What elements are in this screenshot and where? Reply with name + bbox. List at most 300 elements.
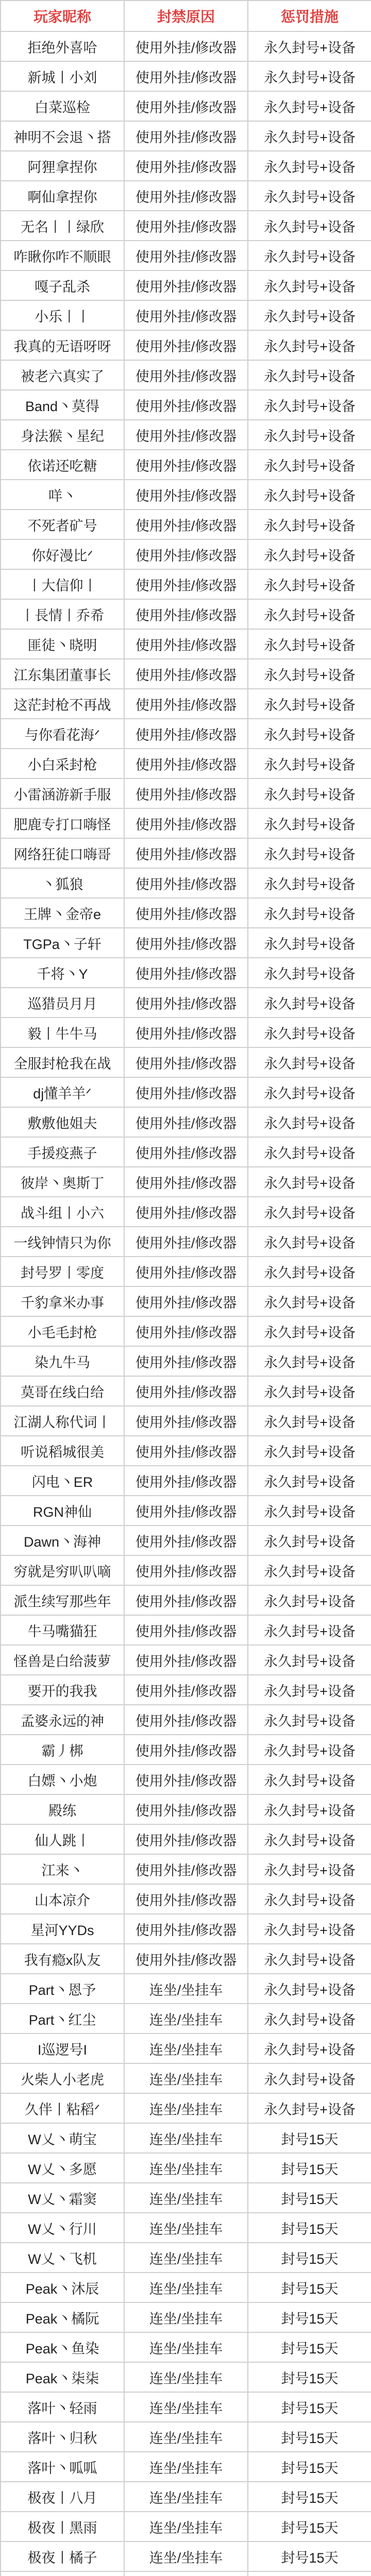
ban-reason-cell: 连坐/坐挂车 (124, 2153, 248, 2183)
penalty-cell: 永久封号+设备 (248, 958, 371, 988)
penalty-cell: 永久封号+设备 (248, 1077, 371, 1107)
ban-reason-cell: 使用外挂/修改器 (124, 1436, 248, 1466)
ban-reason-cell: 使用外挂/修改器 (124, 1137, 248, 1167)
ban-reason-cell: 连坐/坐挂车 (124, 2482, 248, 2512)
ban-reason-cell: 使用外挂/修改器 (124, 390, 248, 420)
penalty-cell: 永久封号+设备 (248, 1615, 371, 1645)
player-name-cell: Dawn丶海神 (1, 1526, 124, 1555)
ban-reason-cell: 连坐/坐挂车 (124, 2063, 248, 2093)
table-row (1, 1496, 371, 1526)
player-name-cell: 依诺还吃糖 (1, 450, 124, 480)
penalty-cell: 永久封号+设备 (248, 1794, 371, 1824)
player-name-cell: 丨大信仰丨 (1, 569, 124, 599)
player-name-cell: 山本凉介 (1, 1884, 124, 1914)
ban-reason-cell: 使用外挂/修改器 (124, 1197, 248, 1227)
ban-reason-cell: 使用外挂/修改器 (124, 450, 248, 480)
penalty-cell: 永久封号+设备 (248, 689, 371, 719)
player-name-cell: 极夜丨八月 (1, 2482, 124, 2512)
penalty-cell: 永久封号+设备 (248, 360, 371, 390)
table-row (1, 1167, 371, 1197)
table-row (1, 1585, 371, 1615)
penalty-cell: 封号15天 (248, 2153, 371, 2183)
player-name-cell: Peak丶鱼染 (1, 2332, 124, 2362)
ban-reason-cell: 使用外挂/修改器 (124, 1466, 248, 1496)
ban-reason-cell: 使用外挂/修改器 (124, 1257, 248, 1286)
penalty-cell: 永久封号+设备 (248, 390, 371, 420)
player-name-cell: 落叶丶呱呱 (1, 2452, 124, 2482)
player-name-cell: 与你看花海ᐟ (1, 719, 124, 749)
penalty-cell: 永久封号+设备 (248, 1645, 371, 1675)
player-name-cell: 手援疫燕子 (1, 1137, 124, 1167)
table-row (1, 808, 371, 838)
player-name-cell: 战斗组丨小六 (1, 1197, 124, 1227)
player-name-cell: 极夜丨黑雨 (1, 2512, 124, 2541)
penalty-cell: 永久封号+设备 (248, 1884, 371, 1914)
ban-reason-cell: 使用外挂/修改器 (124, 719, 248, 749)
ban-reason-cell: 连坐/坐挂车 (124, 2004, 248, 2033)
table-row (1, 599, 371, 629)
table-row (1, 1824, 371, 1854)
ban-reason-cell: 使用外挂/修改器 (124, 778, 248, 808)
penalty-cell: 永久封号+设备 (248, 91, 371, 121)
ban-reason-cell: 连坐/坐挂车 (124, 2273, 248, 2302)
ban-reason-cell: 使用外挂/修改器 (124, 480, 248, 510)
penalty-cell: 永久封号+设备 (248, 539, 371, 569)
penalty-cell: 永久封号+设备 (248, 1526, 371, 1555)
ban-reason-cell: 使用外挂/修改器 (124, 1227, 248, 1257)
ban-reason-cell: 使用外挂/修改器 (124, 1944, 248, 1974)
ban-reason-cell: 使用外挂/修改器 (124, 420, 248, 450)
table-row (1, 2063, 371, 2093)
table-row (1, 300, 371, 330)
table-row (1, 778, 371, 808)
penalty-cell: 永久封号+设备 (248, 1824, 371, 1854)
player-name-cell: 啊仙拿捏你 (1, 181, 124, 211)
table-row (1, 1645, 371, 1675)
player-name-cell: 你好漫比ᐟ (1, 539, 124, 569)
ban-reason-cell: 使用外挂/修改器 (124, 1107, 248, 1137)
penalty-cell: 永久封号+设备 (248, 1765, 371, 1794)
ban-reason-cell: 连坐/坐挂车 (124, 2362, 248, 2392)
table-row (1, 2452, 371, 2482)
ban-reason-cell: 使用外挂/修改器 (124, 1018, 248, 1047)
player-name-cell: 神明不会退丶搭 (1, 121, 124, 151)
ban-reason-cell: 连坐/坐挂车 (124, 2093, 248, 2123)
player-name-cell: 无名丨丨绿欣 (1, 211, 124, 241)
table-row (1, 719, 371, 749)
penalty-cell: 永久封号+设备 (248, 1167, 371, 1197)
table-row (1, 151, 371, 181)
ban-reason-cell: 连坐/坐挂车 (124, 2332, 248, 2362)
ban-reason-cell: 使用外挂/修改器 (124, 898, 248, 928)
penalty-cell: 永久封号+设备 (248, 241, 371, 270)
player-name-cell: TGPa丶子轩 (1, 928, 124, 958)
penalty-cell: 永久封号+设备 (248, 31, 371, 61)
player-name-cell: 丨長情丨乔希 (1, 599, 124, 629)
player-name-cell: 久伴丨粘稻ᐟ (1, 2093, 124, 2123)
penalty-cell: 封号15天 (248, 2512, 371, 2541)
ban-reason-cell: 使用外挂/修改器 (124, 1675, 248, 1705)
player-name-cell: 星河YYDs (1, 1914, 124, 1944)
ban-reason-cell: 使用外挂/修改器 (124, 241, 248, 270)
penalty-cell: 永久封号+设备 (248, 599, 371, 629)
player-name-cell: RGN神仙 (1, 1496, 124, 1526)
player-name-cell: 嘎子乱杀 (1, 270, 124, 300)
penalty-cell: 封号15天 (248, 2392, 371, 2422)
table-row (1, 1047, 371, 1077)
table-row (1, 749, 371, 778)
ban-reason-cell: 使用外挂/修改器 (124, 1854, 248, 1884)
player-name-cell: 不死者矿号 (1, 510, 124, 539)
player-name-cell: 霸丿梆 (1, 1735, 124, 1765)
penalty-cell: 永久封号+设备 (248, 1107, 371, 1137)
player-name-cell: 白嫖丶小炮 (1, 1765, 124, 1794)
penalty-cell: 永久封号+设备 (248, 1675, 371, 1705)
penalty-cell: 永久封号+设备 (248, 1914, 371, 1944)
table-row (1, 1615, 371, 1645)
player-name-cell: 殿练 (1, 1794, 124, 1824)
penalty-cell: 永久封号+设备 (248, 61, 371, 91)
player-name-cell: 火柴人小老虎 (1, 2063, 124, 2093)
ban-reason-cell: 使用外挂/修改器 (124, 808, 248, 838)
penalty-cell: 封号15天 (248, 2362, 371, 2392)
ban-reason-cell: 连坐/坐挂车 (124, 2422, 248, 2452)
table-row (1, 2243, 371, 2273)
player-name-cell: 我有瘾x队友 (1, 1944, 124, 1974)
table-row (1, 390, 371, 420)
ban-reason-cell: 使用外挂/修改器 (124, 1376, 248, 1406)
player-name-cell: dj懂羊羊ᐟ (1, 1077, 124, 1107)
penalty-cell: 永久封号+设备 (248, 1406, 371, 1436)
table-row (1, 1555, 371, 1585)
ban-reason-cell: 使用外挂/修改器 (124, 211, 248, 241)
ban-reason-cell: 使用外挂/修改器 (124, 629, 248, 659)
penalty-cell: 永久封号+设备 (248, 898, 371, 928)
table-row (1, 181, 371, 211)
ban-reason-cell: 连坐/坐挂车 (124, 2392, 248, 2422)
table-row (1, 1854, 371, 1884)
ban-reason-cell: 使用外挂/修改器 (124, 1286, 248, 1316)
penalty-cell: 永久封号+设备 (248, 1137, 371, 1167)
table-row (1, 360, 371, 390)
ban-reason-cell: 使用外挂/修改器 (124, 330, 248, 360)
table-row (1, 1526, 371, 1555)
ban-reason-cell: 使用外挂/修改器 (124, 121, 248, 151)
table-row (1, 2033, 371, 2063)
penalty-cell: 永久封号+设备 (248, 1257, 371, 1286)
ban-reason-cell: 连坐/坐挂车 (124, 2512, 248, 2541)
player-name-cell: 小乐丨丨 (1, 300, 124, 330)
penalty-cell: 封号15天 (248, 2243, 371, 2273)
player-name-cell: 拒绝外喜哈 (1, 31, 124, 61)
penalty-cell: 永久封号+设备 (248, 2093, 371, 2123)
penalty-cell: 永久封号+设备 (248, 838, 371, 868)
ban-reason-cell: 连坐/坐挂车 (124, 2452, 248, 2482)
penalty-cell: 永久封号+设备 (248, 121, 371, 151)
ban-reason-cell: 使用外挂/修改器 (124, 659, 248, 689)
table-row (1, 1077, 371, 1107)
ban-reason-cell: 使用外挂/修改器 (124, 539, 248, 569)
player-name-cell: I巡逻号I (1, 2033, 124, 2063)
ban-reason-cell: 使用外挂/修改器 (124, 958, 248, 988)
ban-reason-cell: 使用外挂/修改器 (124, 1914, 248, 1944)
penalty-cell: 永久封号+设备 (248, 510, 371, 539)
ban-reason-cell: 使用外挂/修改器 (124, 360, 248, 390)
ban-reason-cell: 使用外挂/修改器 (124, 1526, 248, 1555)
table-row (1, 1107, 371, 1137)
penalty-cell: 永久封号+设备 (248, 480, 371, 510)
ban-reason-cell: 连坐/坐挂车 (124, 2302, 248, 2332)
table-row (1, 1436, 371, 1466)
table-row (1, 2093, 371, 2123)
table-row (1, 2273, 371, 2302)
table-row (1, 1944, 371, 1974)
player-name-cell: 毅丨牛牛马 (1, 1018, 124, 1047)
penalty-cell: 永久封号+设备 (248, 868, 371, 898)
penalty-cell: 永久封号+设备 (248, 1376, 371, 1406)
ban-reason-cell: 使用外挂/修改器 (124, 1824, 248, 1854)
table-row (1, 2004, 371, 2033)
player-name-cell: 闪电丶ER (1, 1466, 124, 1496)
header-ban-reason: 封禁原因 (124, 1, 248, 31)
ban-reason-cell: 使用外挂/修改器 (124, 61, 248, 91)
table-row (1, 2153, 371, 2183)
penalty-cell: 永久封号+设备 (248, 928, 371, 958)
penalty-cell: 永久封号+设备 (248, 1197, 371, 1227)
table-row (1, 1197, 371, 1227)
penalty-cell: 永久封号+设备 (248, 270, 371, 300)
player-name-cell: 匪徒丶晓明 (1, 629, 124, 659)
table-row (1, 958, 371, 988)
ban-reason-cell: 使用外挂/修改器 (124, 689, 248, 719)
player-name-cell: 新城丨小刘 (1, 61, 124, 91)
penalty-cell: 封号15天 (248, 2482, 371, 2512)
table-row (1, 1346, 371, 1376)
ban-reason-cell: 使用外挂/修改器 (124, 1735, 248, 1765)
header-player-name: 玩家昵称 (1, 1, 124, 31)
table-row (1, 2332, 371, 2362)
penalty-cell: 封号15天 (248, 2213, 371, 2243)
player-name-cell: 仙人跳丨 (1, 1824, 124, 1854)
penalty-cell: 封号15天 (248, 2452, 371, 2482)
ban-reason-cell: 使用外挂/修改器 (124, 1705, 248, 1735)
player-name-cell: 咩丶 (1, 480, 124, 510)
player-name-cell: 派生续写那些年 (1, 1585, 124, 1615)
ban-reason-cell: 使用外挂/修改器 (124, 868, 248, 898)
penalty-cell: 永久封号+设备 (248, 659, 371, 689)
table-row (1, 629, 371, 659)
player-name-cell: 落叶丶归秋 (1, 2422, 124, 2452)
ban-reason-cell: 使用外挂/修改器 (124, 300, 248, 330)
ban-reason-cell: 使用外挂/修改器 (124, 928, 248, 958)
penalty-cell: 永久封号+设备 (248, 1585, 371, 1615)
table-row (1, 1137, 371, 1167)
ban-reason-cell: 使用外挂/修改器 (124, 1167, 248, 1197)
player-name-cell (1, 2571, 124, 2576)
penalty-cell: 永久封号+设备 (248, 211, 371, 241)
penalty-cell: 永久封号+设备 (248, 181, 371, 211)
penalty-cell: 封号15天 (248, 2273, 371, 2302)
table-row (1, 1914, 371, 1944)
penalty-cell: 封号15天 (248, 2422, 371, 2452)
player-name-cell: Peak丶柒柒 (1, 2362, 124, 2392)
table-row (1, 510, 371, 539)
player-name-cell: 落叶丶轻雨 (1, 2392, 124, 2422)
player-name-cell: 极夜丨橘子 (1, 2541, 124, 2571)
ban-reason-cell: 使用外挂/修改器 (124, 31, 248, 61)
table-row (1, 270, 371, 300)
player-name-cell: 咋瞅你咋不顺眼 (1, 241, 124, 270)
player-name-cell: 小雷涵游新手服 (1, 778, 124, 808)
ban-reason-cell: 使用外挂/修改器 (124, 1794, 248, 1824)
player-name-cell: Part丶红尘 (1, 2004, 124, 2033)
table-row (1, 898, 371, 928)
penalty-cell: 永久封号+设备 (248, 420, 371, 450)
table-row (1, 2571, 371, 2576)
player-name-cell: 江东集团董事长 (1, 659, 124, 689)
player-name-cell: W乂丶萌宝 (1, 2123, 124, 2153)
table-row (1, 1018, 371, 1047)
table-row (1, 1974, 371, 2004)
player-name-cell: 千将丶Y (1, 958, 124, 988)
player-name-cell: 全服封枪我在战 (1, 1047, 124, 1077)
table-row (1, 868, 371, 898)
player-name-cell: 怪兽是白给菠萝 (1, 1645, 124, 1675)
player-name-cell: 莫哥在线白给 (1, 1376, 124, 1406)
penalty-cell: 永久封号+设备 (248, 569, 371, 599)
penalty-cell: 永久封号+设备 (248, 1466, 371, 1496)
ban-reason-cell: 使用外挂/修改器 (124, 1555, 248, 1585)
ban-reason-cell: 使用外挂/修改器 (124, 1585, 248, 1615)
table-row (1, 2541, 371, 2571)
ban-reason-cell: 使用外挂/修改器 (124, 599, 248, 629)
table-row (1, 988, 371, 1018)
ban-reason-cell: 使用外挂/修改器 (124, 988, 248, 1018)
penalty-cell: 永久封号+设备 (248, 988, 371, 1018)
player-name-cell: 敷敷他姐夫 (1, 1107, 124, 1137)
player-name-cell: 网络狂徒口嗨哥 (1, 838, 124, 868)
table-row (1, 1257, 371, 1286)
penalty-cell: 封号15天 (248, 2332, 371, 2362)
table-row (1, 2183, 371, 2213)
penalty-cell: 永久封号+设备 (248, 330, 371, 360)
penalty-cell: 永久封号+设备 (248, 1705, 371, 1735)
player-name-cell: 我真的无语呀呀 (1, 330, 124, 360)
table-row (1, 480, 371, 510)
player-name-cell: 江湖人称代词丨 (1, 1406, 124, 1436)
ban-reason-cell: 使用外挂/修改器 (124, 91, 248, 121)
player-name-cell: W乂丶行川 (1, 2213, 124, 2243)
table-row (1, 2213, 371, 2243)
penalty-cell: 封号15天 (248, 2123, 371, 2153)
player-name-cell: 千豹拿米办事 (1, 1286, 124, 1316)
table-row (1, 211, 371, 241)
penalty-cell: 永久封号+设备 (248, 1436, 371, 1466)
player-name-cell: 小毛毛封枪 (1, 1316, 124, 1346)
player-name-cell: 孟婆永远的神 (1, 1705, 124, 1735)
penalty-cell: 永久封号+设备 (248, 300, 371, 330)
penalty-cell: 永久封号+设备 (248, 629, 371, 659)
table-row (1, 2482, 371, 2512)
table-row (1, 241, 371, 270)
table-row (1, 91, 371, 121)
penalty-cell: 永久封号+设备 (248, 2004, 371, 2033)
table-row (1, 1376, 371, 1406)
penalty-cell: 永久封号+设备 (248, 2063, 371, 2093)
table-row (1, 1227, 371, 1257)
penalty-cell: 永久封号+设备 (248, 1854, 371, 1884)
table-row (1, 2362, 371, 2392)
player-name-cell: W乂丶多愿 (1, 2153, 124, 2183)
player-name-cell: 穷就是穷叭叭嘀 (1, 1555, 124, 1585)
ban-reason-cell: 连坐/坐挂车 (124, 1974, 248, 2004)
ban-reason-cell: 使用外挂/修改器 (124, 1077, 248, 1107)
ban-reason-cell (124, 2571, 248, 2576)
header-row (1, 1, 371, 31)
ban-reason-cell: 使用外挂/修改器 (124, 1047, 248, 1077)
header-penalty: 惩罚措施 (248, 1, 371, 31)
penalty-cell: 永久封号+设备 (248, 719, 371, 749)
penalty-cell: 永久封号+设备 (248, 1944, 371, 1974)
player-name-cell: 听说稻城很美 (1, 1436, 124, 1466)
ban-reason-cell: 使用外挂/修改器 (124, 749, 248, 778)
table-row (1, 1884, 371, 1914)
table-row (1, 1466, 371, 1496)
penalty-cell: 永久封号+设备 (248, 151, 371, 181)
table-row (1, 659, 371, 689)
ban-reason-cell: 连坐/坐挂车 (124, 2123, 248, 2153)
ban-reason-cell: 使用外挂/修改器 (124, 838, 248, 868)
player-name-cell: 江来丶 (1, 1854, 124, 1884)
table-row (1, 1675, 371, 1705)
penalty-cell: 永久封号+设备 (248, 1047, 371, 1077)
ban-reason-cell: 使用外挂/修改器 (124, 1406, 248, 1436)
table-row (1, 1735, 371, 1765)
ban-reason-cell: 连坐/坐挂车 (124, 2213, 248, 2243)
table-row (1, 569, 371, 599)
ban-reason-cell: 使用外挂/修改器 (124, 181, 248, 211)
player-name-cell: 王牌丶金帝e (1, 898, 124, 928)
player-name-cell: 彼岸丶奥斯丁 (1, 1167, 124, 1197)
penalty-cell: 永久封号+设备 (248, 1018, 371, 1047)
player-name-cell: Peak丶橘阮 (1, 2302, 124, 2332)
penalty-cell: 永久封号+设备 (248, 1974, 371, 2004)
penalty-cell: 永久封号+设备 (248, 450, 371, 480)
player-name-cell: 小白采封枪 (1, 749, 124, 778)
table-row (1, 928, 371, 958)
penalty-cell: 永久封号+设备 (248, 1286, 371, 1316)
ban-reason-cell: 使用外挂/修改器 (124, 1615, 248, 1645)
ban-reason-cell: 使用外挂/修改器 (124, 1316, 248, 1346)
player-name-cell: 白菜巡检 (1, 91, 124, 121)
table-row (1, 2302, 371, 2332)
ban-reason-cell: 使用外挂/修改器 (124, 510, 248, 539)
player-name-cell: W乂丶霜窦 (1, 2183, 124, 2213)
table-row (1, 1286, 371, 1316)
table-row (1, 689, 371, 719)
penalty-cell: 永久封号+设备 (248, 2033, 371, 2063)
table-row (1, 1316, 371, 1346)
penalty-cell: 永久封号+设备 (248, 1735, 371, 1765)
table-row (1, 1705, 371, 1735)
penalty-cell: 永久封号+设备 (248, 1346, 371, 1376)
penalty-cell: 永久封号+设备 (248, 778, 371, 808)
table-row (1, 838, 371, 868)
table-header (1, 1, 371, 31)
ban-reason-cell: 使用外挂/修改器 (124, 1645, 248, 1675)
player-name-cell: 阿狸拿捏你 (1, 151, 124, 181)
table-row (1, 1406, 371, 1436)
